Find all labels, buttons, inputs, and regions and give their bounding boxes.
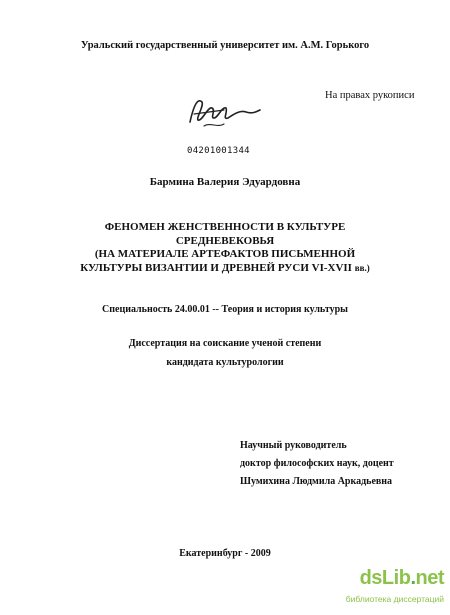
degree-purpose-line-1: Диссертация на соискание ученой степени: [128, 338, 322, 349]
title-line-2: СРЕДНЕВЕКОВЬЯ: [175, 234, 275, 247]
supervisor-degree: доктор философских наук, доцент: [240, 458, 394, 469]
document-number: 04201001344: [187, 146, 250, 156]
degree-purpose-line-2: кандидата культурологии: [166, 357, 284, 368]
dissertation-title: [0, 221, 450, 275]
university-name: Уральский государственный университет им. А.М. Горького: [80, 40, 370, 51]
dslib-watermark: [345, 567, 450, 615]
title-line-4: [0, 262, 450, 276]
watermark-brand: dsLib.net: [359, 567, 444, 589]
supervisor-name: Шумихина Людмила Аркадьевна: [240, 476, 393, 487]
city-and-year: Екатеринбург - 2009: [179, 548, 271, 559]
author-signature: [184, 92, 264, 139]
title-line-3: (НА МАТЕРИАЛЕ АРТЕФАКТОВ ПИСЬМЕННОЙ: [94, 248, 356, 260]
title-line-1: ФЕНОМЕН ЖЕНСТВЕННОСТИ В КУЛЬТУРЕ: [104, 221, 346, 233]
title-line-4-main: КУЛЬТУРЫ ВИЗАНТИИ И ДРЕВНЕЙ РУСИ VI-XVII: [80, 261, 352, 274]
rights-reserved-note: На правах рукописи: [325, 90, 415, 101]
supervisor-role: Научный руководитель: [240, 440, 347, 451]
watermark-subtitle: библиотека диссертаций: [345, 594, 444, 604]
title-line-4-suffix: вв.): [354, 262, 370, 273]
author-name: Бармина Валерия Эдуардовна: [149, 176, 301, 188]
specialty-line: Специальность 24.00.01 -- Теория и история культуры: [102, 304, 348, 315]
